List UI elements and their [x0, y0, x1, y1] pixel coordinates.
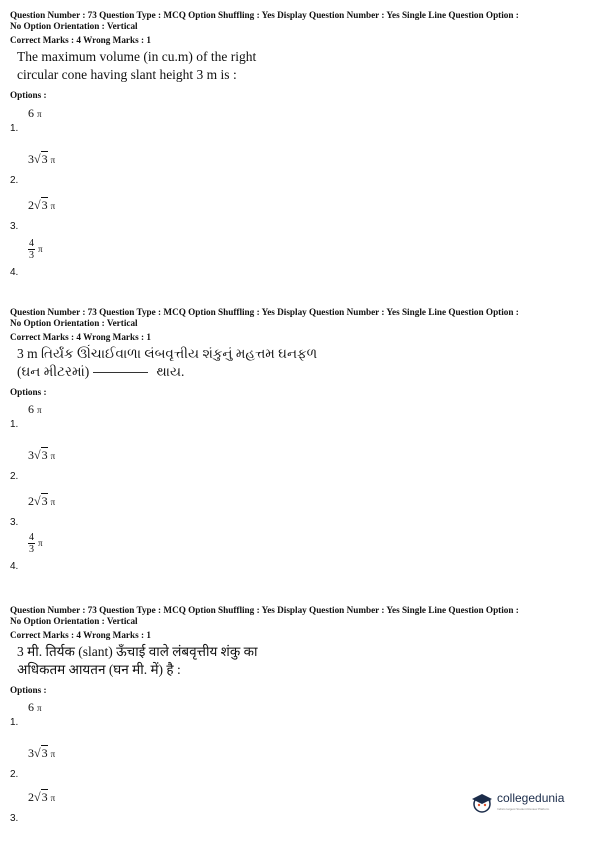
option-2 [10, 146, 210, 186]
option-3-expression: 2√3 π [28, 198, 56, 212]
collegedunia-logo [470, 788, 590, 818]
option-1-expression: 6 π [28, 402, 42, 416]
option-3 [10, 192, 210, 232]
question-meta-line-1: Question Number : 73 Question Type : MCQ Option Shuffling : Yes Display Question Number : Yes Single Line Question Option : [10, 307, 519, 317]
option-1 [10, 700, 210, 740]
option-2-expression: 3√3 π [28, 448, 56, 462]
options-label: Options : [10, 685, 47, 695]
option-3 [10, 784, 210, 824]
option-4 [10, 238, 210, 278]
options-list [10, 700, 310, 830]
options-label: Options : [10, 90, 47, 100]
option-3-number: 3. [10, 221, 19, 232]
question-text [17, 48, 590, 84]
option-1-expression: 6 π [28, 700, 42, 714]
question-marks: Correct Marks : 4 Wrong Marks : 1 [10, 332, 151, 342]
option-4-expression: $\frac{4}{3}$ π [29, 532, 43, 555]
option-3-expression: 2√3 π [28, 494, 56, 508]
options-list [10, 402, 310, 572]
option-4 [10, 532, 210, 572]
option-1 [10, 106, 210, 146]
question-marks: Correct Marks : 4 Wrong Marks : 1 [10, 630, 151, 640]
option-1-number: 1. [10, 717, 19, 728]
option-4-expression: $\frac{4}{3}$ π [29, 238, 43, 261]
option-2-expression: 3√3 π [28, 746, 56, 760]
question-marks: Correct Marks : 4 Wrong Marks : 1 [10, 35, 151, 45]
option-3 [10, 488, 210, 528]
option-1-expression: 6 π [28, 106, 42, 120]
option-3-number: 3. [10, 517, 19, 528]
option-2-number: 2. [10, 175, 19, 186]
question-text-line-2: (ઘન મીટરમાં) થાય. [17, 364, 185, 379]
question-meta-line-1: Question Number : 73 Question Type : MCQ Option Shuffling : Yes Display Question Number : Yes Single Line Question Option : [10, 605, 519, 615]
question-text-line-2: circular cone having slant height 3 m is : [17, 67, 237, 82]
question-meta-line-1: Question Number : 73 Question Type : MCQ Option Shuffling : Yes Display Question Number : Yes Single Line Question Option : [10, 10, 519, 20]
logo-tagline: India's largest Student Review Platform [497, 807, 550, 811]
option-2-number: 2. [10, 769, 19, 780]
question-block-1 [10, 10, 590, 280]
question-text-line-1: 3 m તિર્યંક ઊંચાઈવાળા લંબવૃત્તીય શંકુનું મહત્તમ ઘનફળ [17, 346, 318, 361]
question-text-line-1: The maximum volume (in cu.m) of the right [17, 49, 257, 64]
question-meta-line-2: No Option Orientation : Vertical [10, 318, 138, 328]
option-2 [10, 442, 210, 482]
option-1-number: 1. [10, 123, 19, 134]
option-3-expression: 2√3 π [28, 790, 56, 804]
question-text-line-1: 3 मी. तिर्यक (slant) ऊँचाई वाले लंबवृत्तीय शंकु का [17, 644, 258, 659]
option-4-number: 4. [10, 561, 19, 572]
option-4-number: 4. [10, 267, 19, 278]
question-meta-line-2: No Option Orientation : Vertical [10, 616, 138, 626]
question-text-line-2: अधिकतम आयतन (घन मी. में) है : [17, 662, 181, 677]
question-text [17, 643, 590, 679]
option-1 [10, 402, 210, 442]
option-1-number: 1. [10, 419, 19, 430]
option-2-expression: 3√3 π [28, 152, 56, 166]
question-meta-line-2: No Option Orientation : Vertical [10, 21, 138, 31]
options-label: Options : [10, 387, 47, 397]
logo-name: collegedunia [497, 791, 565, 805]
option-2-number: 2. [10, 471, 19, 482]
option-3-number: 3. [10, 813, 19, 824]
question-block-2 [10, 307, 590, 577]
answer-blank [93, 372, 148, 373]
options-list [10, 106, 310, 276]
question-text [17, 345, 590, 381]
graduation-cap-icon [470, 790, 494, 814]
option-2 [10, 740, 210, 780]
